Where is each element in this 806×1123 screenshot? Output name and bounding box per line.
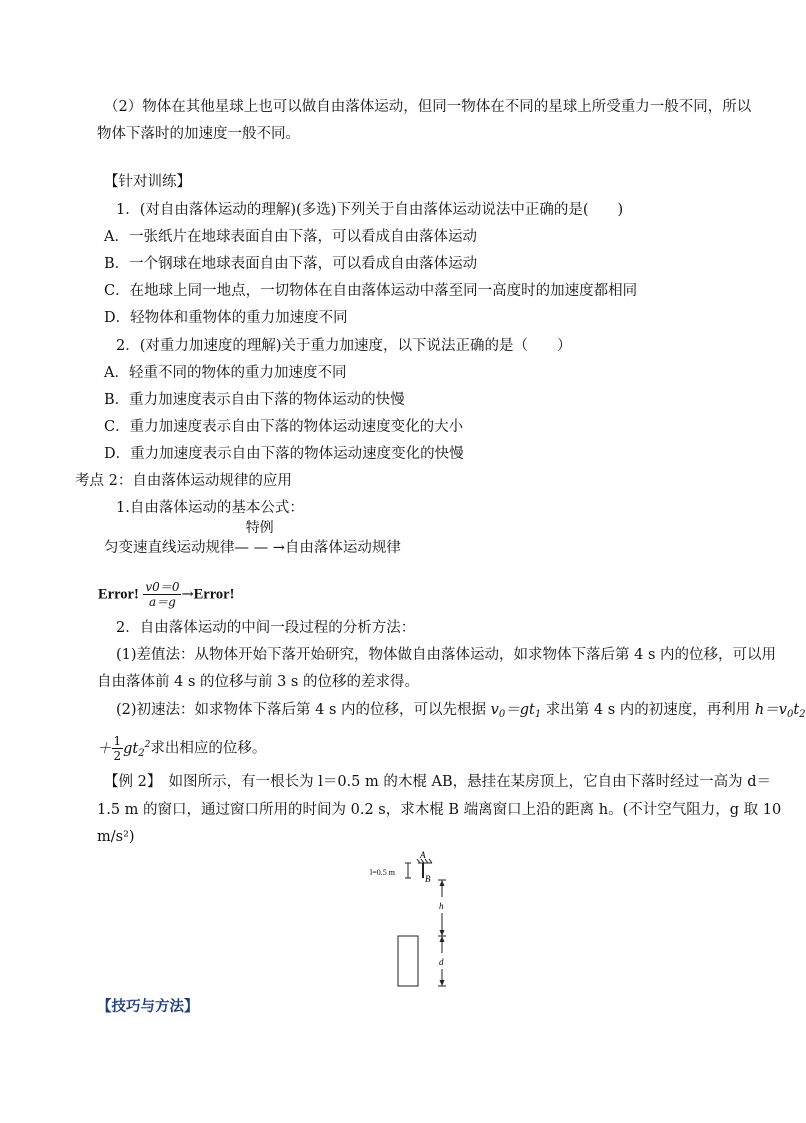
- method-2-text-a: (2)初速法：如求物体下落后第 4 s 内的位移，可以先根据: [116, 702, 491, 718]
- note-2-line-2: 物体下落时的加速度一般不同。: [97, 126, 300, 142]
- error-right: Error!: [193, 586, 235, 603]
- label-d: d: [439, 957, 444, 967]
- note-2-line-1: （2）物体在其他星球上也可以做自由落体运动，但同一物体在不同的星球上所受重力一般不同，所以: [104, 99, 752, 115]
- formula-h: $h=v_0t_2$: [754, 702, 806, 720]
- d-arrow-up: [440, 936, 445, 942]
- question-2-option-a: A．轻重不同的物体的重力加速度不同: [104, 365, 347, 381]
- condition-g: a＝g: [149, 595, 176, 609]
- method-1-line-2: 自由落体前 4 s 的位移与前 3 s 的位移的差求得。: [97, 674, 419, 690]
- question-1-option-a: A．一张纸片在地球表面自由下落，可以看成自由落体运动: [104, 229, 477, 245]
- example-2-line-1: 【例 2】 如图所示，有一根长为 l＝0.5 m 的木棍 AB，悬挂在某房顶上，它自由下落时经过一高为 d＝: [104, 774, 771, 790]
- condition-fraction: [143, 580, 181, 609]
- condition-v0: v0＝0: [145, 580, 180, 594]
- special-case-arrow: [234, 520, 285, 558]
- rule-line: [104, 520, 401, 558]
- label-a: A: [420, 850, 426, 860]
- window-rect: [398, 936, 418, 986]
- label-b: B: [425, 874, 431, 884]
- method-title: 2．自由落体运动的中间一段过程的分析方法：: [116, 620, 416, 636]
- question-1-option-b: B．一个钢球在地球表面自由下落，可以看成自由落体运动: [104, 256, 478, 272]
- error-arrow: →: [181, 586, 194, 603]
- question-2-option-c: C．重力加速度表示自由下落的物体运动速度变化的大小: [104, 419, 464, 435]
- example-2-line-2: 1.5 m 的窗口，通过窗口所用的时间为 0.2 s，求木棍 B 端离窗口上沿的距离 h。(不计空气阻力，g 取 10: [97, 802, 782, 818]
- rule-left: 匀变速直线运动规律: [104, 540, 235, 556]
- question-1-option-c: C．在地球上同一地点，一切物体在自由落体运动中落至同一高度时的加速度都相同: [104, 283, 638, 299]
- method-2-line-1: [116, 700, 806, 725]
- question-1-stem: 1．(对自由落体运动的理解)(多选)下列关于自由落体运动说法中正确的是( ): [116, 202, 624, 218]
- error-formula-line: [98, 580, 234, 609]
- formula-half-g-t2: ＋ $\frac{1}{2}$ $gt_2^2$: [97, 734, 151, 763]
- section-practice-heading: 【针对训练】: [104, 174, 191, 190]
- question-2-stem: 2．(对重力加速度的理解)关于重力加速度，以下说法正确的是（ ）: [116, 338, 572, 354]
- arrow-glyph: — — →: [234, 540, 285, 556]
- method-2-text-b: 求出第 4 s 内的初速度，再利用: [541, 702, 755, 718]
- method-2-line-2: [97, 734, 266, 764]
- question-1-option-d: D．轻物体和重物体的重力加速度不同: [104, 310, 348, 326]
- section-skills-heading: 【技巧与方法】: [97, 998, 199, 1015]
- question-2-option-d: D．重力加速度表示自由下落的物体运动速度变化的快慢: [104, 446, 464, 462]
- method-1-line-1: (1)差值法：从物体开始下落开始研究，物体做自由落体运动，如求物体下落后第 4 s 内的位移，可以用: [116, 647, 777, 663]
- formula-title: 1.自由落体运动的基本公式：: [116, 500, 304, 516]
- h-arrow-down: [440, 930, 445, 936]
- h-arrow-up: [440, 880, 445, 886]
- ceiling-hatch: [429, 859, 432, 863]
- label-h: h: [439, 901, 444, 911]
- formula-v0: $v_0=gt_1$: [490, 702, 542, 720]
- label-l: l=0.5 m: [370, 868, 395, 877]
- d-arrow-down: [440, 980, 445, 986]
- example-2-line-3: m/s²): [97, 829, 135, 845]
- arrow-label: 特例: [245, 520, 274, 536]
- error-left: Error!: [98, 586, 139, 603]
- question-2-option-b: B．重力加速度表示自由下落的物体运动的快慢: [104, 392, 405, 408]
- rule-right: 自由落体运动规律: [284, 540, 401, 556]
- method-2-tail: 求出相应的位移。: [150, 740, 267, 757]
- example-2-figure: [360, 845, 470, 990]
- kaodian-2-heading: 考点 2：自由落体运动规律的应用: [75, 473, 292, 489]
